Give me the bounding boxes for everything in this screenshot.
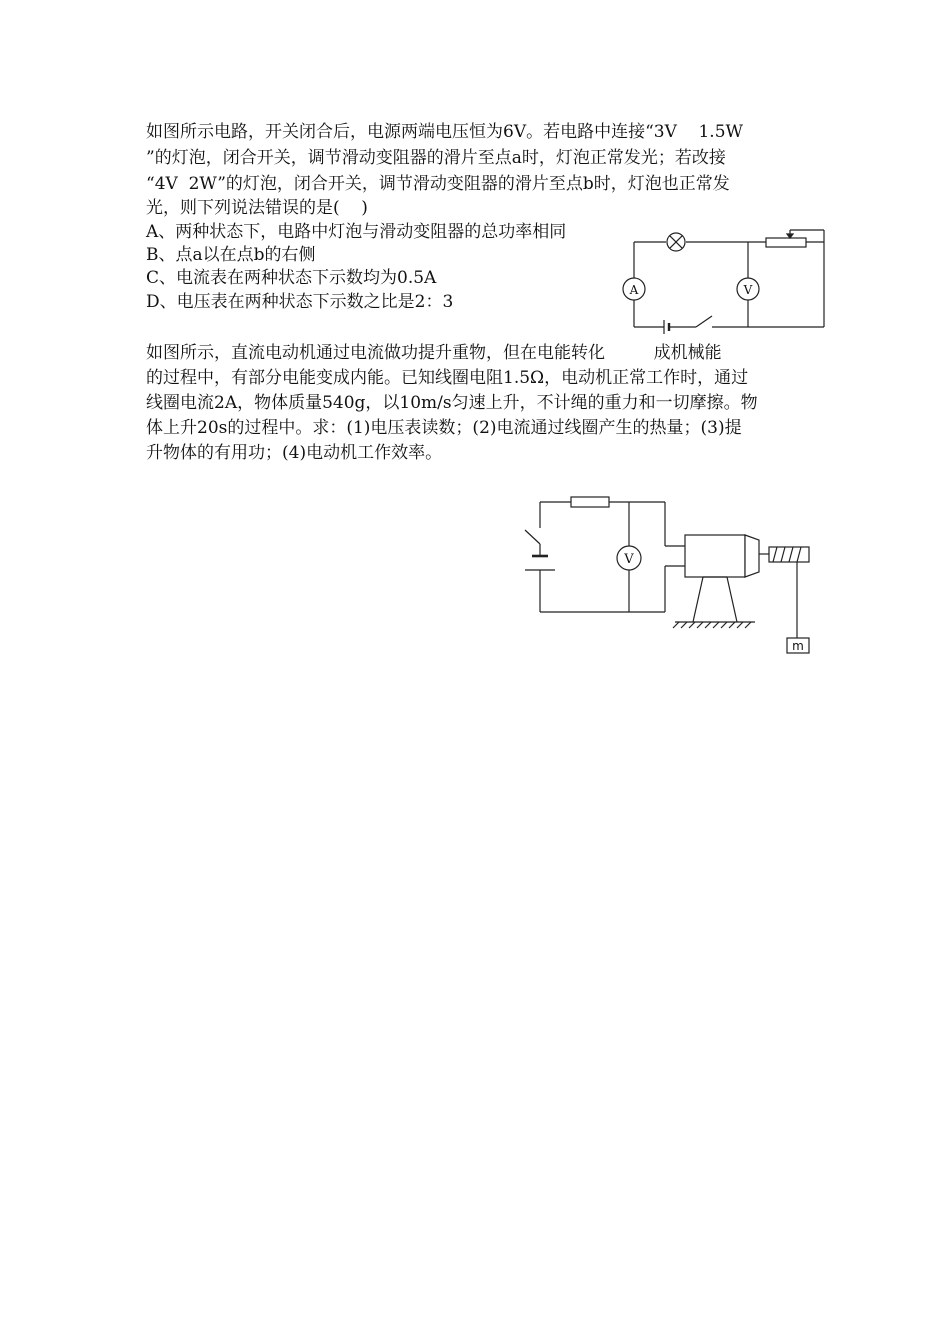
q2-line-4: 体上升20s的过程中。求：(1)电压表读数；(2)电流通过线圈产生的热量；(3)提: [146, 418, 742, 438]
q1-option-b: B、点a以在点b的右侧: [146, 245, 316, 265]
q1-option-c: C、电流表在两种状态下示数均为0.5A: [146, 268, 437, 288]
q2-line-1: 如图所示，直流电动机通过电流做功提升重物，但在电能转化 成机械能: [146, 343, 722, 363]
voltmeter-label: V: [624, 552, 634, 567]
q1-line-4: 光，则下列说法错误的是( ): [146, 198, 368, 218]
q1-line-3: “4V 2W”的灯泡，闭合开关，调节滑动变阻器的滑片至点b时，灯泡也正常发: [146, 174, 730, 194]
q1-option-a: A、两种状态下，电路中灯泡与滑动变阻器的总功率相同: [146, 222, 567, 242]
circuit-diagram-1: [614, 224, 834, 334]
battery-icon: [664, 320, 669, 334]
q2-line-3: 线圈电流2A，物体质量540g，以10m/s匀速上升，不计绳的重力和一切摩擦。物: [146, 393, 758, 413]
battery-icon: [525, 552, 555, 570]
q1-line-1: 如图所示电路，开关闭合后，电源两端电压恒为6V。若电路中连接“3V 1.5W: [146, 122, 743, 142]
mass-label: m: [792, 639, 804, 653]
switch-icon: [696, 316, 712, 327]
q1-line-2: ”的灯泡，闭合开关，调节滑动变阻器的滑片至点a时，灯泡正常发光；若改接: [146, 148, 726, 168]
motor-icon: [685, 535, 759, 577]
q1-option-d: D、电压表在两种状态下示数之比是2：3: [146, 292, 454, 312]
ammeter-label: A: [629, 283, 639, 297]
switch-icon: [525, 530, 540, 552]
voltmeter-label: V: [743, 283, 753, 297]
rheostat-icon: [766, 230, 824, 247]
q2-line-5: 升物体的有用功；(4)电动机工作效率。: [146, 443, 443, 463]
motor-diagram: [515, 490, 815, 660]
lamp-icon: [667, 233, 685, 251]
resistor-icon: [571, 497, 609, 507]
q2-line-2: 的过程中，有部分电能变成内能。已知线圈电阻1.5Ω，电动机正常工作时，通过: [146, 368, 749, 388]
winch-drum-icon: [759, 547, 809, 562]
motor-stand: [673, 577, 755, 628]
